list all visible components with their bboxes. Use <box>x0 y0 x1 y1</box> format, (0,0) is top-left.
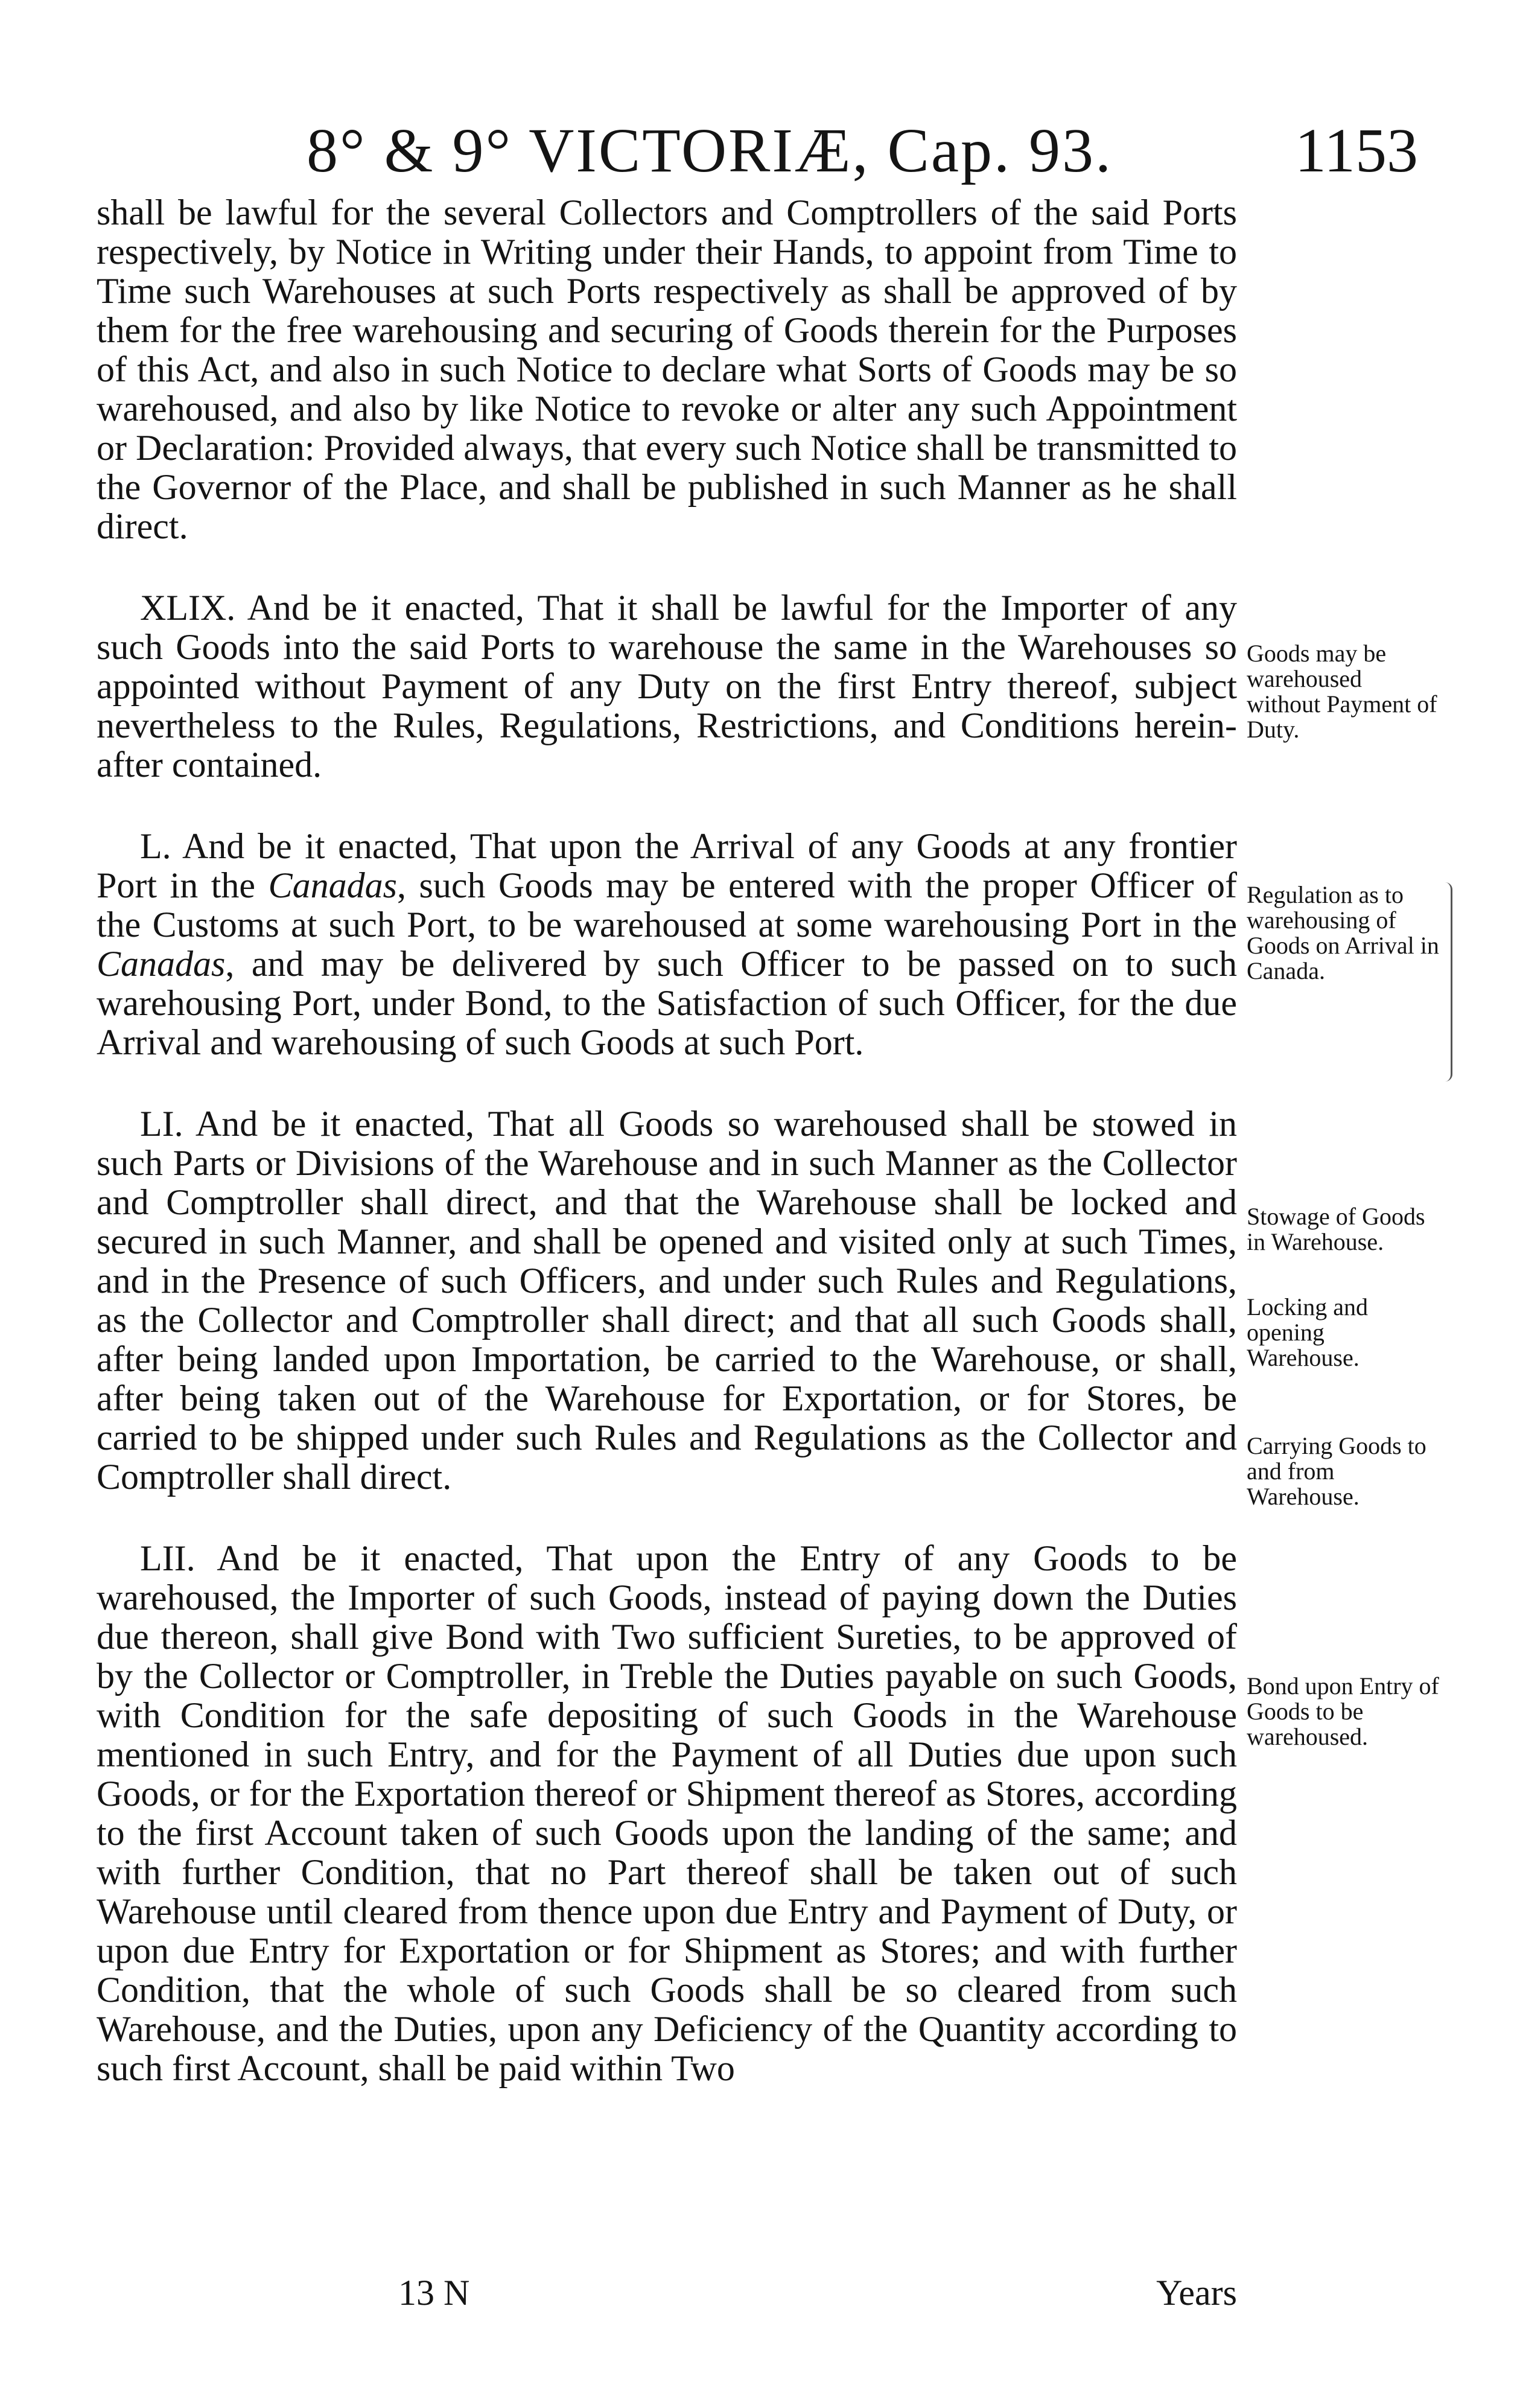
catchword: Years <box>1156 2273 1237 2313</box>
section-l-text-2: , such Goods may be entered with the proper Officer of the Customs at such Port, to be warehoused at some warehousing Port in the <box>97 865 1238 944</box>
section-li: LI. And be it enacted, That all Goods so warehoused shall be stowed in such Parts or Divisions of the Warehouse and in such Manner as the Collector and Comptroller shall direct, and that the Warehouse shall be locked and secured in such Manner, and shall be opened and visited only at such Times, and in the Presence of such Officers, and under such Rules and Regulations, as the Collector and Comptroller shall direct; and that all such Goods shall, after being landed upon Importation, be carried to the Warehouse, or shall, after being taken out of the Warehouse for Exportation, or for Stores, be carried to be shipped under such Rules and Regulations as the Collector and Comptroller shall direct. <box>97 1104 1237 1497</box>
paragraph-continuation: shall be lawful for the several Collectors and Comptrollers of the said Ports respectively, by Notice in Writing under their Hands, to appoint from Time to Time such Warehouses at such Ports respectively as shall be approved of by them for the free warehousing and securing of Goods therein for the Purposes of this Act, and also in such Notice to declare what Sorts of Goods may be so warehoused, and also by like Notice to revoke or alter any such Appointment or Declaration: Provided always, that every such Notice shall be transmitted to the Governor of the Place, and shall be published in such Manner as he shall direct. <box>97 193 1237 546</box>
section-l-italic-1: Canadas <box>268 865 397 905</box>
section-l-text-3: , and may be delivered by such Officer to be passed on to such warehousing Port, under Bond, to the Satisfaction of such Officer, for the due Arrival and warehousing of such Goods at such Port. <box>97 944 1237 1062</box>
margin-note-locking: Locking and opening Warehouse. <box>1247 1293 1369 1371</box>
signature-mark: 13 N <box>398 2273 470 2313</box>
page-number: 1153 <box>1294 116 1418 185</box>
body-text <box>97 193 1237 2088</box>
page-footer <box>97 2272 1237 2320</box>
margin-note-regulation-canada: Regulation as to warehousing of Goods on Arrival in Canada. <box>1247 881 1439 984</box>
margin-note-stowage: Stowage of Goods in Warehouse. <box>1247 1203 1425 1255</box>
margin-note-carrying: Carrying Goods to and from Warehouse. <box>1247 1432 1426 1510</box>
section-l <box>97 827 1237 1062</box>
margin-bracket <box>1443 882 1452 1081</box>
section-l-text-1: L. And be it enacted, That upon the Arrival of any Goods at any frontier Port in the <box>97 826 1237 905</box>
running-header <box>97 115 1430 199</box>
section-xlix: XLIX. And be it enacted, That it shall be lawful for the Importer of any such Goods into the said Ports to warehouse the same in the Warehouses so appointed without Payment of any Duty on the first Entry thereof, subject nevertheless to the Rules, Regulations, Restrictions, and Conditions herein-after contained. <box>97 588 1237 785</box>
section-lii: LII. And be it enacted, That upon the Entry of any Goods to be warehoused, the Importer of such Goods, instead of paying down the Duties due thereon, shall give Bond with Two sufficient Sureties, to be approved of by the Collector or Comptroller, in Treble the Duties payable on such Goods, with Condition for the safe depositing of such Goods in the Warehouse mentioned in such Entry, and for the Payment of all Duties due upon such Goods, or for the Exportation thereof or Shipment thereof as Stores, according to the first Account taken of such Goods upon the landing of the same; and with further Condition, that no Part thereof shall be taken out of such Warehouse until cleared from thence upon due Entry and Payment of Duty, or upon due Entry for Exportation or for Shipment as Stores; and with further Condition, that the whole of such Goods shall be so cleared from such Warehouse, and the Duties, upon any Deficiency of the Quantity according to such first Account, shall be paid within Two <box>97 1538 1237 2088</box>
margin-note-bond: Bond upon Entry of Goods to be warehoused. <box>1247 1672 1439 1750</box>
margin-note-goods-warehoused: Goods may be warehoused without Payment of Duty. <box>1247 640 1437 743</box>
section-l-italic-2: Canadas <box>97 944 226 984</box>
page-title: 8° & 9° VICTORIÆ, Cap. 93. <box>307 116 1113 185</box>
